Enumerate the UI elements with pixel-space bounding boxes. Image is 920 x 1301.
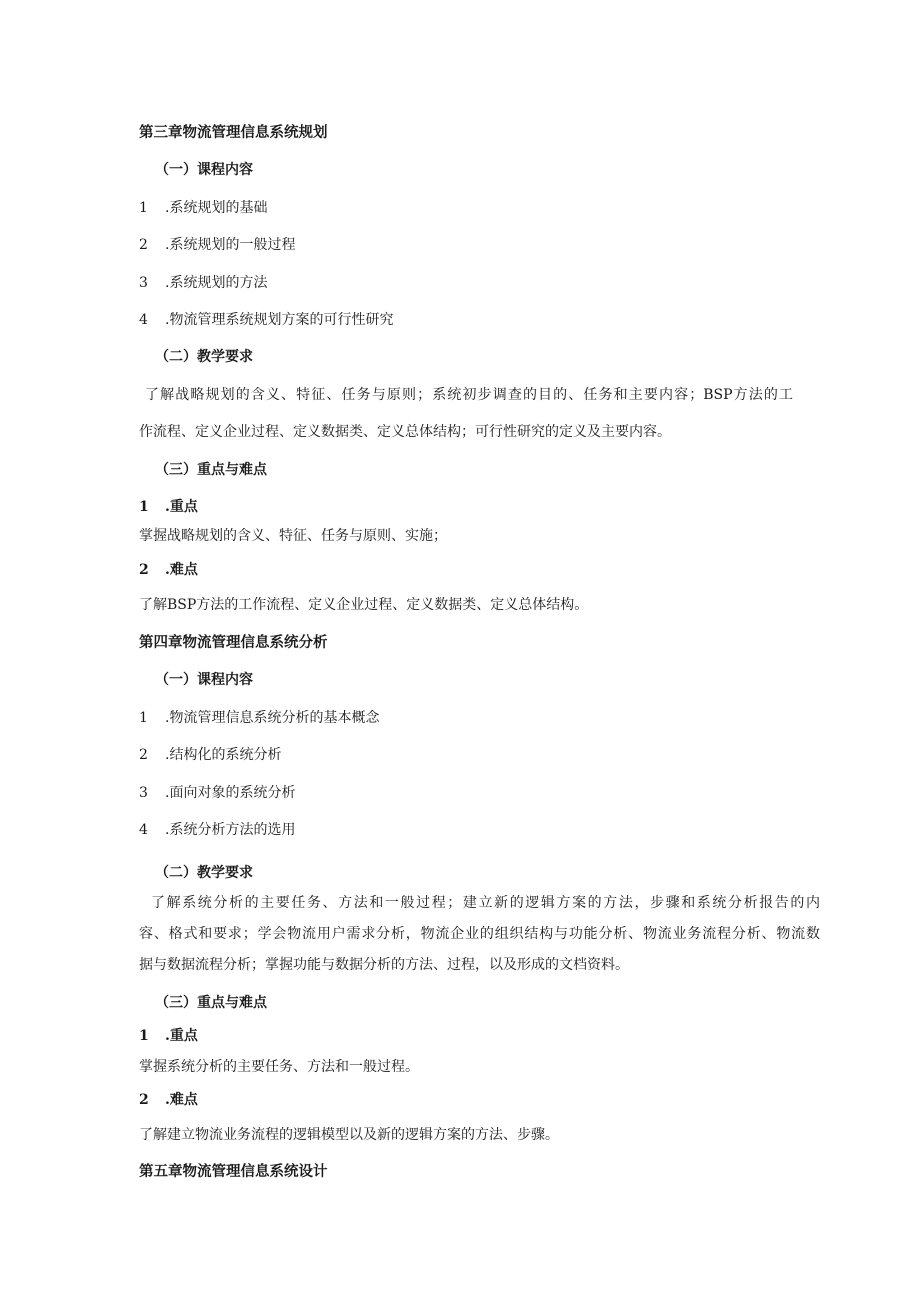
chapter3-item-3 xyxy=(139,274,267,292)
item-number: 2 xyxy=(139,747,148,763)
chapter3-requirements-line-2: 作流程、定义企业过程、定义数据类、定义总体结构；可行性研究的定义及主要内容。 xyxy=(139,424,671,440)
chapter4-difficult-text: 了解建立物流业务流程的逻辑模型以及新的逻辑方案的方法、步骤。 xyxy=(139,1127,559,1143)
chapter3-item-2 xyxy=(139,236,295,254)
item-text: .系统规划的基础 xyxy=(165,200,268,216)
chapter3-key-heading: （三）重点与难点 xyxy=(155,462,267,478)
chapter4-requirements-heading: （二）教学要求 xyxy=(155,865,253,881)
item-number: 1 xyxy=(139,200,148,216)
paragraph-line: 了解系统分析的主要任务、方法和一般过程；建立新的逻辑方案的方法，步骤和系统分析报告的内 xyxy=(151,895,820,911)
chapter3-item-4 xyxy=(139,311,393,329)
label-number: 1 xyxy=(139,499,149,515)
paragraph-line: 了解战略规划的含义、特征、任务与原则；系统初步调查的目的、任务和主要内容；BSP方法的工 xyxy=(145,387,793,403)
item-text: .系统规划的一般过程 xyxy=(165,237,296,253)
chapter3-key-point-text: 掌握战略规划的含义、特征、任务与原则、实施； xyxy=(139,528,447,544)
chapter4-requirements-line-3: 据与数据流程分析；掌握功能与数据分析的方法、过程，以及形成的文档资料。 xyxy=(139,957,629,973)
item-number: 4 xyxy=(139,312,148,328)
chapter3-content-heading: （一）课程内容 xyxy=(155,162,253,178)
chapter3-requirements-heading: （二）教学要求 xyxy=(155,349,253,365)
chapter5-title: 第五章物流管理信息系统设计 xyxy=(139,1163,328,1180)
item-number: 2 xyxy=(139,237,148,253)
chapter3-title: 第三章物流管理信息系统规划 xyxy=(139,124,328,141)
item-text: .系统规划的方法 xyxy=(165,275,268,291)
chapter3-key-point-label xyxy=(139,498,198,516)
chapter4-item-4 xyxy=(139,821,295,839)
label-number: 2 xyxy=(139,562,149,578)
chapter4-difficult-label xyxy=(139,1091,198,1109)
chapter4-item-3 xyxy=(139,784,295,802)
item-number: 3 xyxy=(139,275,148,291)
paragraph-line: 容、格式和要求；学会物流用户需求分析，物流企业的组织结构与功能分析、物流业务流程分析、物流数 xyxy=(139,926,820,942)
label-text: .难点 xyxy=(165,1092,198,1108)
item-text: .物流管理信息系统分析的基本概念 xyxy=(165,710,380,726)
item-text: .系统分析方法的选用 xyxy=(165,822,296,838)
chapter3-difficult-label xyxy=(139,561,198,579)
chapter4-requirements-line-1 xyxy=(151,894,820,912)
item-number: 3 xyxy=(139,785,148,801)
label-number: 2 xyxy=(139,1092,149,1108)
chapter4-key-point-label xyxy=(139,1027,198,1045)
item-text: .面向对象的系统分析 xyxy=(165,785,296,801)
chapter4-item-2 xyxy=(139,746,281,764)
label-text: .重点 xyxy=(165,1028,198,1044)
label-number: 1 xyxy=(139,1028,149,1044)
chapter4-requirements-line-2 xyxy=(139,925,820,943)
chapter4-key-point-text: 掌握系统分析的主要任务、方法和一般过程。 xyxy=(139,1059,419,1075)
item-number: 4 xyxy=(139,822,148,838)
chapter4-key-heading: （三）重点与难点 xyxy=(155,995,267,1011)
item-text: .结构化的系统分析 xyxy=(165,747,282,763)
chapter4-content-heading: （一）课程内容 xyxy=(155,672,253,688)
item-number: 1 xyxy=(139,710,148,726)
chapter3-requirements-line-1 xyxy=(145,386,793,404)
chapter4-item-1 xyxy=(139,709,379,727)
chapter4-title: 第四章物流管理信息系统分析 xyxy=(139,634,328,651)
label-text: .难点 xyxy=(165,562,198,578)
chapter3-difficult-text: 了解BSP方法的工作流程、定义企业过程、定义数据类、定义总体结构。 xyxy=(139,597,589,613)
chapter3-item-1 xyxy=(139,199,267,217)
label-text: .重点 xyxy=(165,499,198,515)
item-text: .物流管理系统规划方案的可行性研究 xyxy=(165,312,394,328)
